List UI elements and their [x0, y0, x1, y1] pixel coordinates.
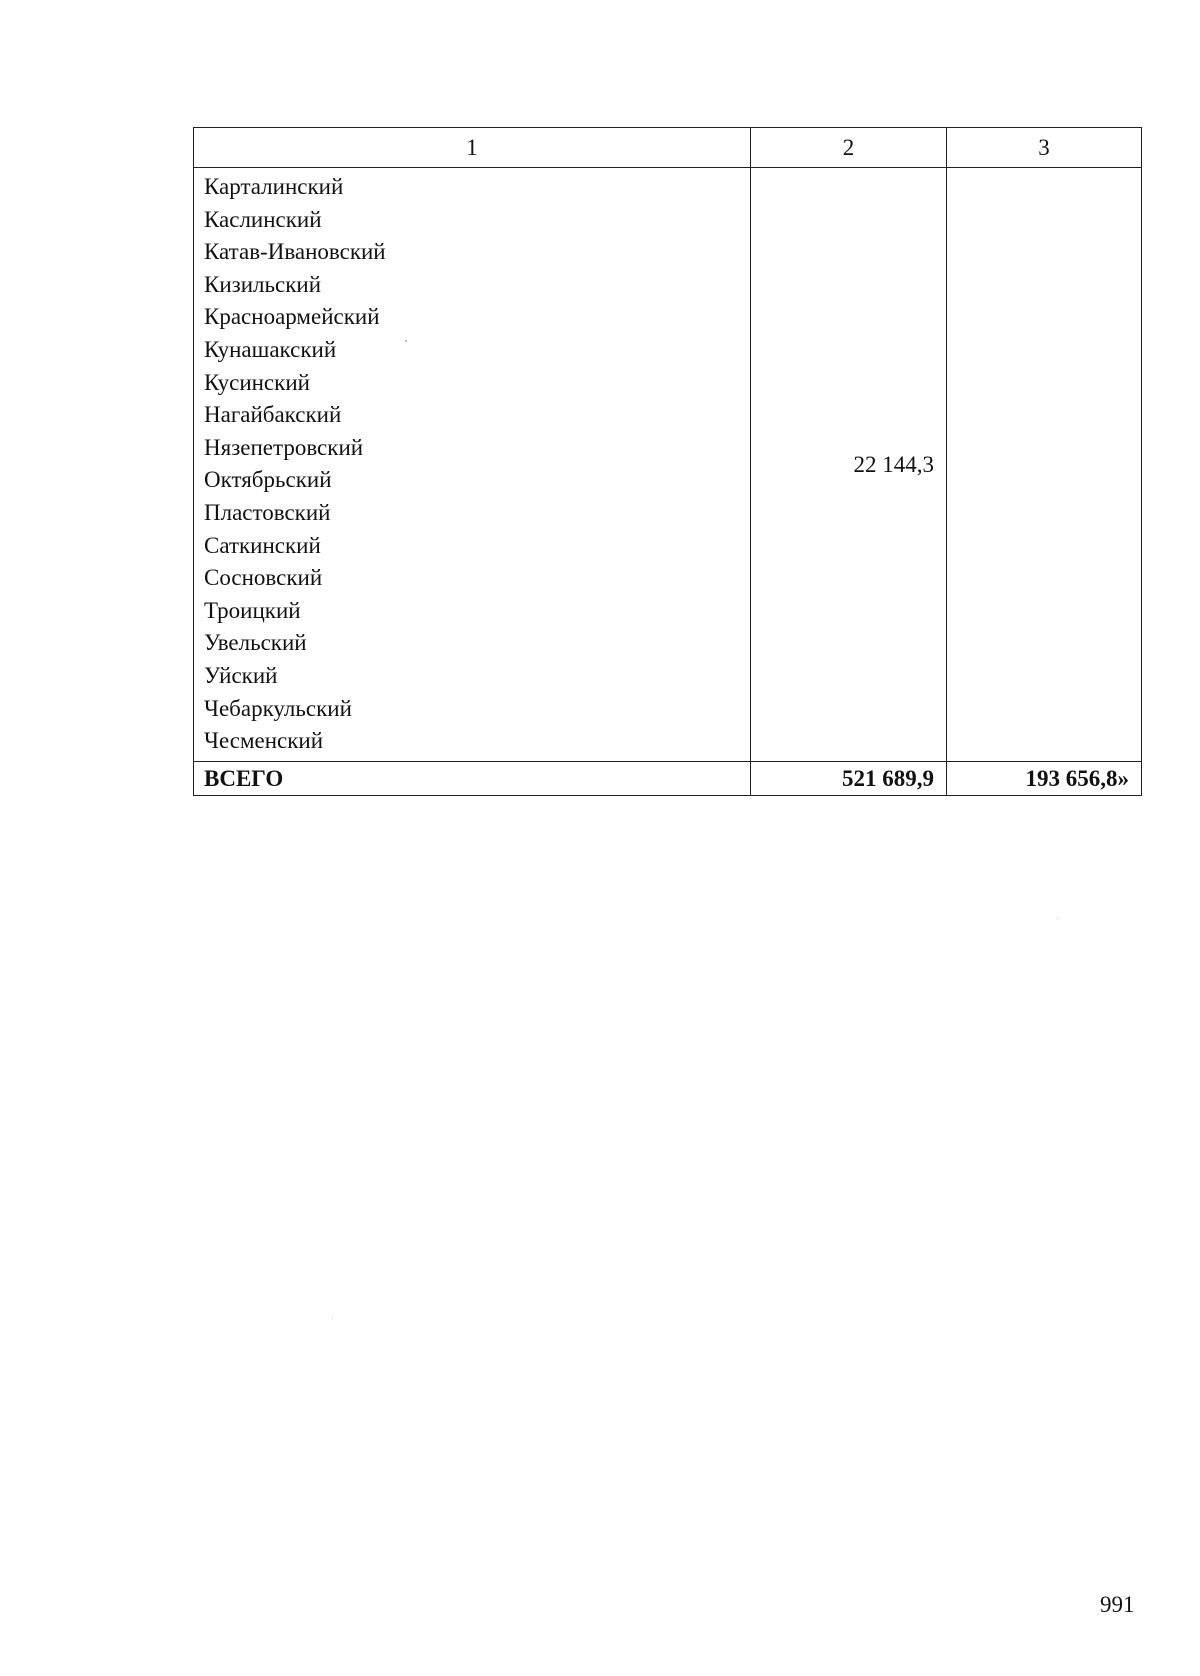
group-value-col-2: 22 144,3 — [751, 168, 947, 762]
scan-speck — [1057, 918, 1058, 919]
district-name: Октябрьский — [204, 467, 332, 493]
district-name: Чесменский — [204, 728, 324, 754]
total-value-col-3: 193 656,8» — [947, 761, 1142, 795]
scan-speck — [405, 340, 407, 342]
total-label: ВСЕГО — [194, 761, 751, 795]
district-name: Пластовский — [204, 499, 331, 525]
district-name: Сосновский — [204, 565, 323, 591]
group-value-col-3 — [947, 168, 1142, 762]
district-name: Нагайбакский — [204, 402, 342, 428]
district-name: Чебаркульский — [204, 695, 352, 721]
district-name: Кусинский — [204, 369, 310, 395]
table-header-row — [194, 128, 1142, 168]
district-name: Красноармейский — [204, 304, 380, 330]
district-name: Троицкий — [204, 597, 301, 623]
district-name: Каслинский — [204, 206, 322, 232]
scan-speck — [332, 1318, 333, 1319]
district-name: Нязепетровский — [204, 434, 364, 460]
allocation-table — [193, 127, 1142, 796]
district-name: Уйский — [204, 662, 278, 688]
district-name: Увельский — [204, 630, 307, 656]
district-name: Катав-Ивановский — [204, 239, 386, 265]
district-name: Карталинский — [204, 174, 344, 199]
header-col-2: 2 — [751, 128, 947, 168]
district-group-row — [194, 168, 1142, 762]
total-value-col-2: 521 689,9 — [751, 761, 947, 795]
page-number: 991 — [1100, 1592, 1135, 1617]
district-list-cell — [194, 168, 751, 762]
total-row — [194, 761, 1142, 795]
district-name: Кунашакский — [204, 336, 337, 362]
header-col-3: 3 — [947, 128, 1142, 168]
district-name: Кизильский — [204, 271, 322, 297]
header-col-1: 1 — [194, 128, 751, 168]
district-name: Саткинский — [204, 532, 321, 558]
